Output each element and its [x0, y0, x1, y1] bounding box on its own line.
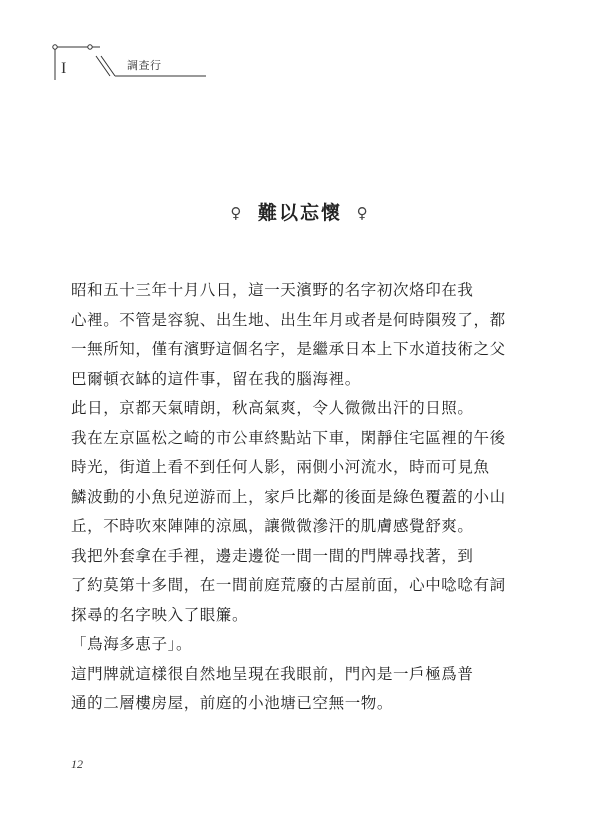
- section-title: 調查行: [127, 59, 162, 72]
- ornament-left-icon: ♀: [230, 204, 244, 222]
- running-header: [48, 40, 208, 84]
- ornament-right-icon: ♀: [356, 204, 370, 222]
- text-line: 丘，不時吹來陣陣的涼風，讓微微滲汗的肌膚感覺舒爽。: [71, 517, 474, 535]
- text-line: 巴爾頓衣缽的這件事，留在我的腦海裡。: [71, 369, 361, 388]
- text-line: 時光，街道上看不到任何人影，兩側小河流水，時而可見魚: [71, 458, 490, 476]
- paragraph: [71, 630, 507, 660]
- chapter-title-text: 難以忘懷: [257, 202, 342, 224]
- page-number: 12: [71, 757, 83, 771]
- text-line: 昭和五十三年十月八日，這一天濱野的名字初次烙印在我: [71, 281, 474, 299]
- chapter-title: [0, 200, 600, 226]
- text-line: 我把外套拿在手裡，邊走邊從一間一間的門牌尋找著，到: [71, 546, 474, 565]
- paragraph: [71, 276, 507, 394]
- text-line: 「鳥海多恵子」。: [71, 635, 193, 653]
- text-line: 這門牌就這樣很自然地呈現在我眼前，門內是一戶極爲普: [71, 664, 474, 683]
- text-line: 一無所知，僅有濱野這個名字，是繼承日本上下水道技術之父: [71, 340, 506, 358]
- paragraph: [71, 394, 507, 542]
- paragraph: [71, 542, 507, 631]
- text-line: 心裡。不管是容貌、出生地、出生年月或者是何時隕歿了，都: [71, 310, 506, 329]
- part-numeral: I: [61, 60, 67, 77]
- text-line: 此日，京都天氣晴朗，秋高氣爽，令人微微出汗的日照。: [71, 399, 474, 417]
- text-line: 我在左京區松之崎的市公車終點站下車，閑靜住宅區裡的午後: [71, 428, 506, 447]
- paragraph: [71, 660, 507, 719]
- text-line: 通的二層樓房屋，前庭的小池塘已空無一物。: [71, 694, 394, 712]
- text-line: 鱗波動的小魚兒逆游而上，家戶比鄰的後面是綠色覆蓋的小山: [71, 487, 506, 506]
- text-line: 探尋的名字映入了眼簾。: [71, 605, 249, 624]
- body-text: [71, 276, 507, 719]
- text-line: 了約莫第十多間，在一間前庭荒廢的古屋前面，心中唸唸有詞: [71, 576, 506, 594]
